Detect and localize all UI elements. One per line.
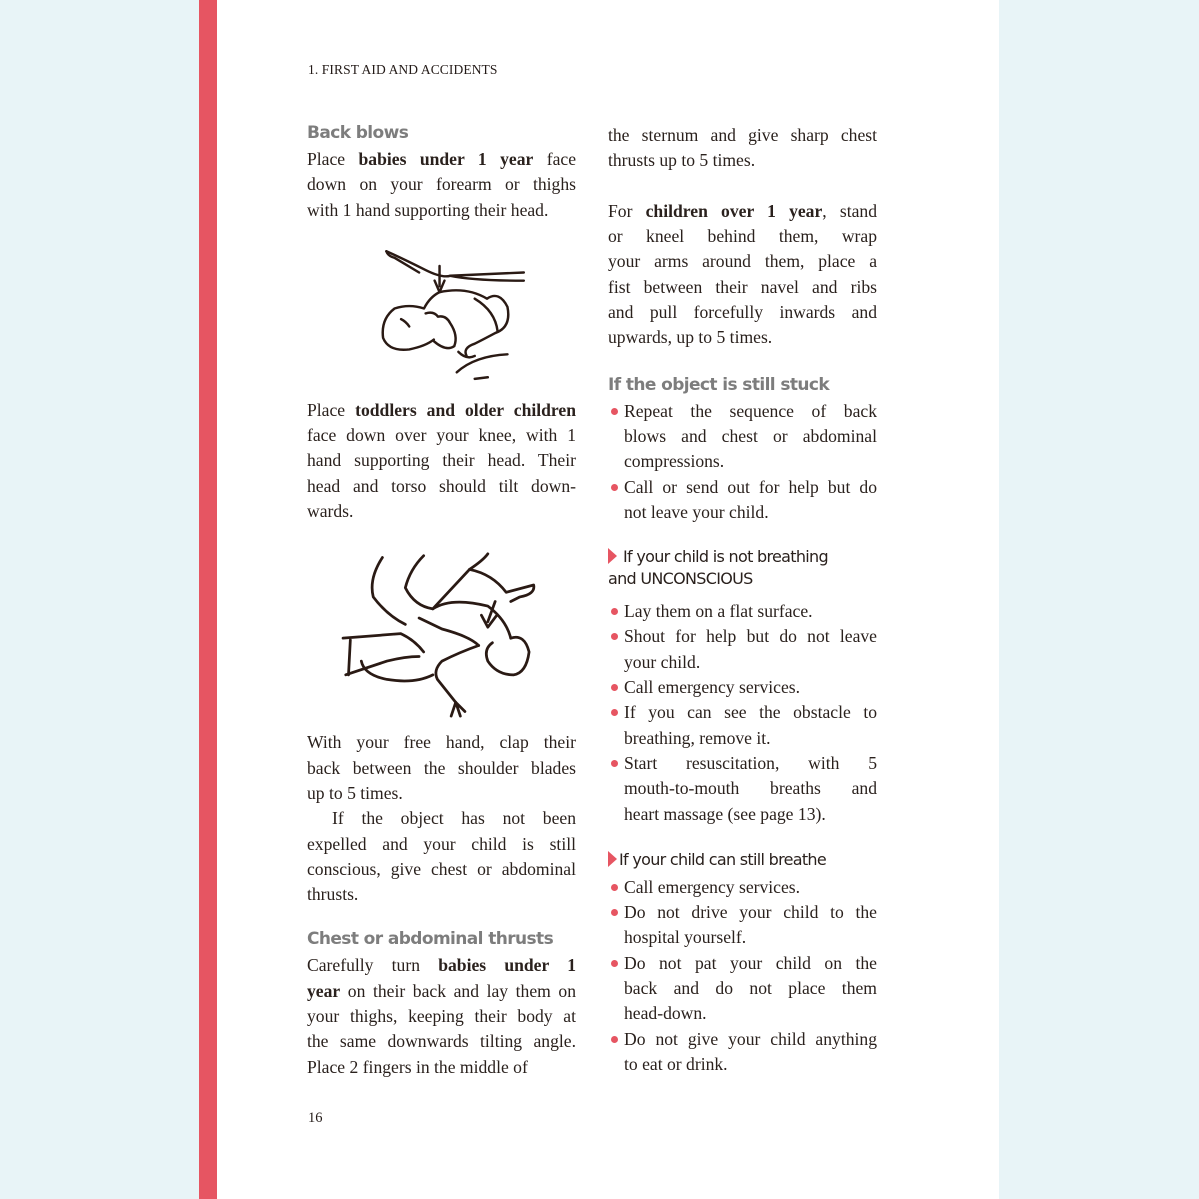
text-line: Call emergency services. [624, 876, 801, 897]
text-line: Repeat the sequence of back [624, 400, 877, 421]
paragraph-chest-thrusts-babies [307, 953, 576, 1079]
text-line [608, 325, 877, 350]
list-item [608, 700, 877, 751]
list-item [608, 1027, 877, 1078]
text-line: up to 5 times. [307, 782, 403, 803]
text-line [307, 474, 576, 499]
triangle-marker-icon [608, 548, 617, 564]
list-still-stuck [608, 399, 877, 525]
text-line: back and do not place them [624, 978, 877, 999]
text: upwards, up to 5 times. [608, 327, 773, 348]
list-can-breathe [608, 875, 877, 1077]
illustration-baby-back-blows-icon [352, 229, 532, 397]
text: and pull forcefully inwards and [608, 302, 877, 323]
text-line: Do not give your child anything [624, 1028, 877, 1049]
section-heading-still-stuck: If the object is still stuck [608, 374, 830, 395]
text-line: to eat or drink. [624, 1053, 728, 1074]
triangle-marker-icon [608, 851, 617, 867]
list-item [608, 624, 877, 675]
paragraph-sternum-continued [608, 123, 877, 174]
paragraph-clap-back [307, 730, 576, 806]
list-item [608, 399, 877, 475]
page-number: 16 [308, 1110, 323, 1126]
text: your arms around them, place a [608, 251, 877, 272]
text-line: Shout for help but do not leave [624, 626, 877, 647]
text-line [307, 953, 576, 978]
text-line [307, 172, 576, 197]
right-column [608, 123, 877, 1077]
illustration-child-over-knee-icon [332, 534, 552, 724]
text-line: head-down. [624, 1003, 707, 1024]
paragraph-children-over-1 [608, 199, 877, 351]
text-line [307, 979, 576, 1004]
page-edge-accent-bar [199, 0, 217, 1199]
text-line [307, 198, 576, 223]
text-line: expelled and your child is still [307, 833, 576, 854]
paragraph-toddlers-back-blows [307, 398, 576, 524]
list-item [608, 951, 877, 1027]
text: Place [307, 149, 359, 169]
left-column [307, 120, 576, 1080]
text: on their back and lay them on [340, 980, 576, 1001]
text-line [307, 1055, 576, 1080]
list-item [608, 599, 877, 624]
text-line [608, 224, 877, 249]
text-line: heart massage (see page 13). [624, 803, 826, 824]
text-line: Do not pat your child on the [624, 952, 877, 973]
text-line [307, 1004, 576, 1029]
text-line: the sternum and give sharp chest [608, 125, 877, 145]
text: face [533, 149, 577, 169]
text-line [307, 423, 576, 448]
text-line: Do not drive your child to the [624, 902, 877, 923]
text-line: mouth-to-mouth breaths and [624, 778, 877, 799]
subheading-can-breathe: If your child can still breathe [608, 849, 877, 871]
list-not-breathing [608, 599, 877, 827]
text-line: blows and chest or abdominal [624, 425, 877, 446]
text: wards. [307, 501, 354, 522]
list-item [608, 475, 877, 526]
text-line: thrusts. [307, 884, 359, 905]
bold-text: children over 1 year [645, 200, 823, 221]
text-line [608, 300, 877, 325]
text: hand supporting their head. Their [307, 450, 576, 471]
text-line [608, 199, 877, 224]
text-line: compressions. [624, 451, 725, 472]
list-item [608, 675, 877, 700]
text-line: hospital yourself. [624, 927, 747, 948]
text: fist between their navel and ribs [608, 276, 877, 297]
running-head: 1. FIRST AID AND ACCIDENTS [308, 62, 498, 77]
text-line: your child. [624, 651, 701, 672]
text: Carefully turn [307, 955, 439, 976]
list-item [608, 875, 877, 900]
text-line [307, 448, 576, 473]
bold-text: year [307, 980, 341, 1001]
text-line: back between the shoulder blades [307, 757, 576, 778]
section-heading-chest-thrusts: Chest or abdominal thrusts [307, 929, 554, 950]
text-line [608, 249, 877, 274]
text-line [608, 275, 877, 300]
text-line: not leave your child. [624, 501, 769, 522]
text-line: Call or send out for help but do [624, 476, 877, 497]
text-line [307, 499, 576, 524]
bold-text: babies under 1 year [358, 149, 534, 169]
text-line: If you can see the obstacle to [624, 702, 877, 723]
subheading-not-breathing: If your child is not breathing and UNCONSCIOUS [608, 547, 828, 589]
text-line: Call emergency services. [624, 677, 801, 698]
text: For [608, 200, 646, 221]
list-item [608, 900, 877, 951]
text-line: Lay them on a flat surface. [624, 601, 813, 622]
paragraph-babies-back-blows [307, 147, 576, 223]
bold-text: toddlers and older children [355, 399, 577, 420]
text: , stand [822, 200, 878, 221]
paragraph-object-not-expelled [307, 806, 576, 907]
text-line: thrusts up to 5 times. [608, 150, 756, 171]
text: Place 2 fingers in the middle of [307, 1056, 528, 1077]
text: the same downwards tilting angle. [307, 1031, 576, 1052]
text-line: conscious, give chest or abdominal [307, 858, 576, 879]
text: down on your forearm or thighs [307, 174, 576, 195]
text-line: Start resuscitation, with 5 [624, 752, 877, 773]
text-line: With your free hand, clap their [307, 732, 576, 753]
text-line [307, 147, 576, 172]
bold-text: babies under 1 [438, 955, 576, 976]
text: your thighs, keeping their body at [307, 1006, 576, 1027]
text-line [307, 1029, 576, 1054]
text: with 1 hand supporting their head. [307, 199, 549, 220]
text: Place [307, 399, 356, 420]
list-item [608, 751, 877, 827]
text-line: If the object has not been [332, 808, 576, 829]
text-line: breathing, remove it. [624, 727, 771, 748]
text: face down over your knee, with 1 [307, 425, 576, 446]
text-line [307, 398, 576, 423]
section-heading-back-blows: Back blows [307, 123, 409, 143]
text: or kneel behind them, wrap [608, 226, 877, 247]
text: head and torso should tilt down- [307, 475, 576, 496]
